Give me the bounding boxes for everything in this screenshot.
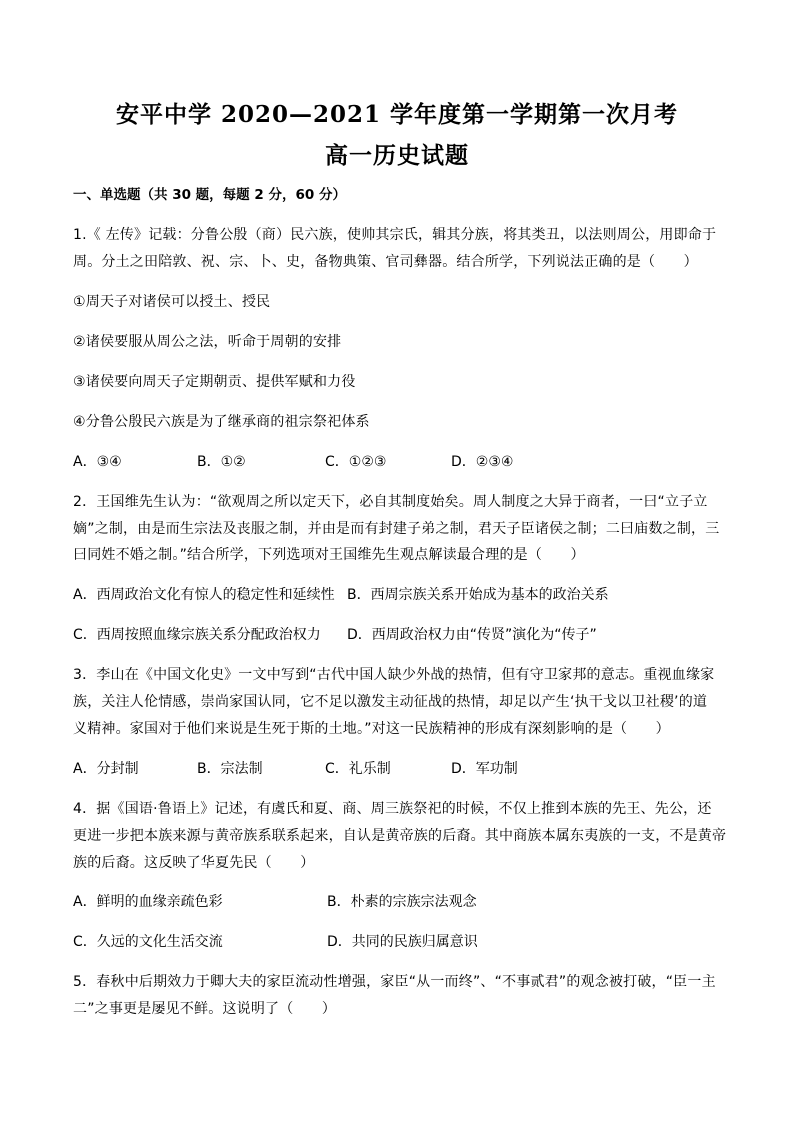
q1-item-1: ①周天子对诸侯可以授土、授民 <box>73 294 271 310</box>
q5-stem-line1: 5．春秋中后期效力于卿大夫的家臣流动性增强，家臣“从一而终”、“不事贰君”的观念被打破，“臣一主 <box>73 974 716 990</box>
q1-item-3: ③诸侯要向周天子定期朝贡、提供军赋和力役 <box>73 374 356 390</box>
exam-subtitle: 高一历史试题 <box>325 142 469 169</box>
q4-stem-line2: 更进一步把本族来源与黄帝族系联系起来，自认是黄帝族的后裔。其中商族本属东夷族的一支，不是黄帝 <box>73 828 727 844</box>
q3-option-a[interactable]: A．分封制 <box>73 761 139 777</box>
q5-stem-line2: 二”之事更是屡见不鲜。这说明了（ ） <box>73 1001 337 1017</box>
q3-option-b[interactable]: B．宗法制 <box>197 761 263 777</box>
q2-option-b[interactable]: B．西周宗族关系开始成为基本的政治关系 <box>347 587 609 603</box>
q1-item-4: ④分鲁公殷民六族是为了继承商的祖宗祭祀体系 <box>73 414 370 430</box>
q3-stem-line3: 义精神。家国对于他们来说是生死于斯的土地。”对这一民族精神的形成有深刻影响的是（ ） <box>73 721 670 737</box>
q4-option-d[interactable]: D．共同的民族归属意识 <box>327 934 478 950</box>
q2-stem-line2: 嫡”之制，由是而生宗法及丧服之制，并由是而有封建子弟之制，君天子臣诸侯之制；二曰庙数之制，三 <box>73 521 720 537</box>
q4-option-a[interactable]: A．鲜明的血缘亲疏色彩 <box>73 894 223 910</box>
q1-stem-line2: 周。分土之田陪敦、祝、宗、卜、史，备物典策、官司彝器。结合所学，下列说法正确的是（ ） <box>73 254 698 270</box>
q2-option-d[interactable]: D．西周政治权力由“传贤”演化为“传子” <box>347 627 597 643</box>
q4-option-c[interactable]: C．久远的文化生活交流 <box>73 934 223 950</box>
q3-stem-line2: 族，关注人伦情感，崇尚家国认同，它不足以激发主动征战的热情，却足以产生‘执干戈以卫社稷’的道 <box>73 694 708 710</box>
q2-option-a[interactable]: A．西周政治文化有惊人的稳定性和延续性 <box>73 587 335 603</box>
q3-option-d[interactable]: D．军功制 <box>451 761 518 777</box>
q1-option-d[interactable]: D．②③④ <box>451 454 514 470</box>
q1-option-b[interactable]: B．①② <box>197 454 246 470</box>
q2-option-c[interactable]: C．西周按照血缘宗族关系分配政治权力 <box>73 627 321 643</box>
q4-option-b[interactable]: B．朴素的宗族宗法观念 <box>327 894 477 910</box>
exam-title: 安平中学 2020—2021 学年度第一学期第一次月考 <box>115 101 679 128</box>
q2-stem-line1: 2．王国维先生认为：“欲观周之所以定天下，必自其制度始矣。周人制度之大异于商者，一曰“立子立 <box>73 494 708 510</box>
q2-stem-line3: 曰同姓不婚之制。”结合所学，下列选项对王国维先生观点解读最合理的是（ ） <box>73 547 585 563</box>
q4-stem-line1: 4．据《国语·鲁语上》记述，有虞氏和夏、商、周三族祭祀的时候，不仅上推到本族的先王、先公，还 <box>73 801 712 817</box>
q3-stem-line1: 3．李山在《中国文化史》一文中写到“古代中国人缺少外战的热情，但有守卫家邦的意志。重视血缘家 <box>73 667 715 683</box>
section-heading: 一、单选题（共 30 题，每题 2 分，60 分） <box>73 187 346 203</box>
q1-stem-line1: 1.《 左传》记载：分鲁公殷（商）民六族，使帅其宗氏，辑其分族，将其类丑，以法则周公，用即命于 <box>73 227 717 243</box>
q1-option-c[interactable]: C．①②③ <box>325 454 387 470</box>
q1-option-a[interactable]: A．③④ <box>73 454 122 470</box>
q3-option-c[interactable]: C．礼乐制 <box>325 761 391 777</box>
q1-item-2: ②诸侯要服从周公之法，听命于周朝的安排 <box>73 334 342 350</box>
q4-stem-line3: 族的后裔。这反映了华夏先民（ ） <box>73 855 315 871</box>
